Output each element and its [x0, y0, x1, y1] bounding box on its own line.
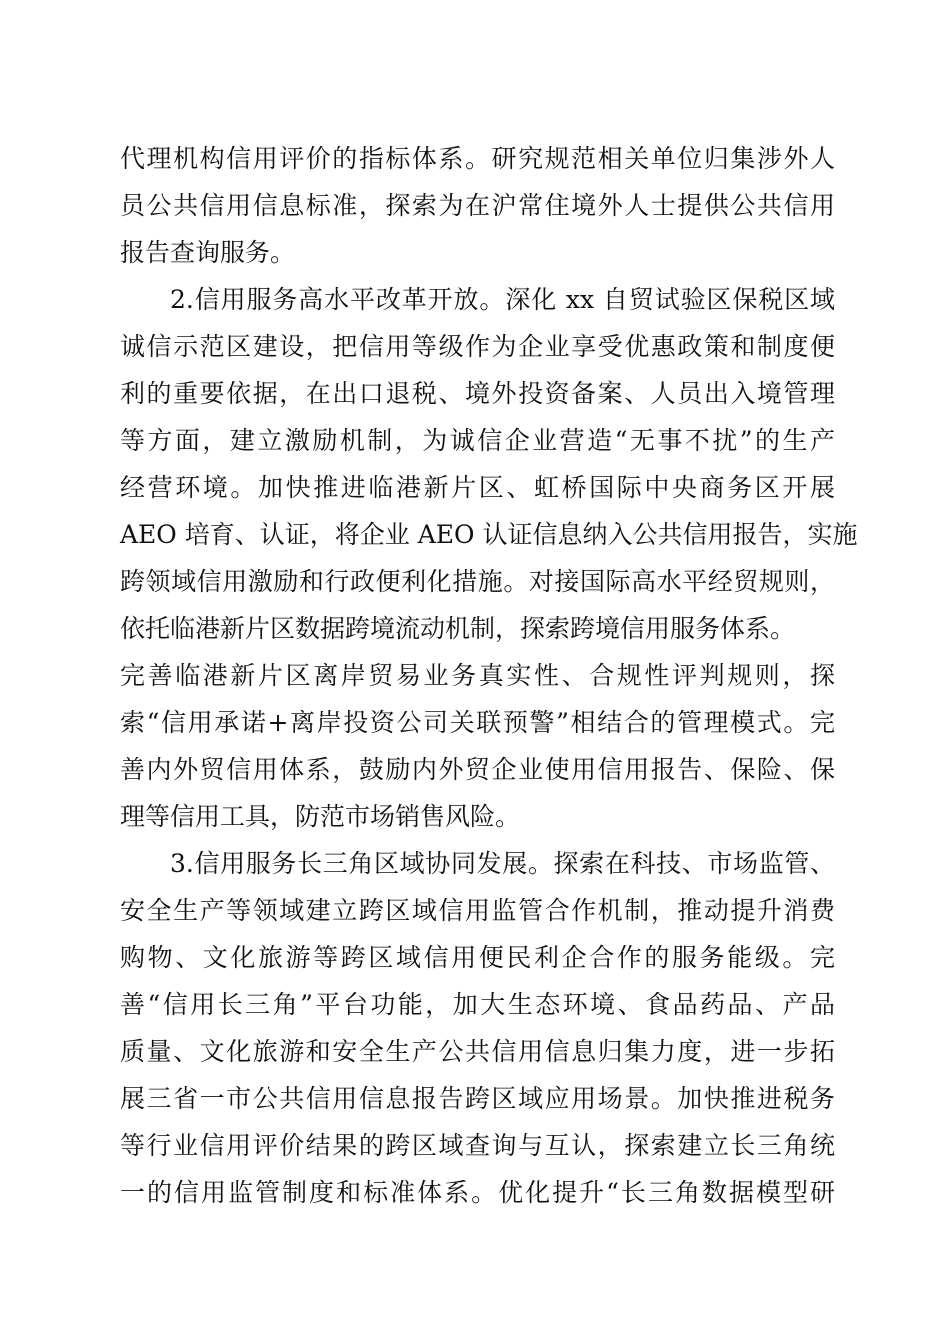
text-line: 理等信用工具，防范市场销售风险。	[120, 802, 521, 831]
text-line: 购物、文化旅游等跨区域信用便民利企合作的服务能级。完	[120, 943, 835, 972]
text-line: 跨领域信用激励和行政便利化措施。对接国际高水平经贸规则，	[120, 567, 835, 596]
text-line: 2.信用服务高水平改革开放。深化 xx 自贸试验区保税区域	[170, 285, 835, 314]
text-line: 善内外贸信用体系，鼓励内外贸企业使用信用报告、保险、保	[120, 755, 835, 784]
text-line: 安全生产等领域建立跨区域信用监管合作机制，推动提升消费	[120, 896, 835, 925]
text-line: 依托临港新片区数据跨境流动机制，探索跨境信用服务体系。	[120, 614, 796, 643]
text-line: 等方面，建立激励机制，为诚信企业营造“无事不扰”的生产	[120, 426, 835, 455]
text-line: 善“信用长三角”平台功能，加大生态环境、食品药品、产品	[120, 990, 835, 1019]
text-line: 诚信示范区建设，把信用等级作为企业享受优惠政策和制度便	[120, 332, 835, 361]
text-line: 经营环境。加快推进临港新片区、虹桥国际中央商务区开展	[120, 473, 835, 502]
text-line: 代理机构信用评价的指标体系。研究规范相关单位归集涉外人	[120, 144, 835, 173]
text-line: 等行业信用评价结果的跨区域查询与互认，探索建立长三角统	[120, 1131, 835, 1160]
text-line: 员公共信用信息标准，探索为在沪常住境外人士提供公共信用	[120, 191, 835, 220]
text-line: 完善临港新片区离岸贸易业务真实性、合规性评判规则，探	[120, 661, 835, 690]
text-line: 展三省一市公共信用信息报告跨区域应用场景。加快推进税务	[120, 1084, 835, 1113]
text-line: AEO 培育、认证，将企业 AEO 认证信息纳入公共信用报告，实施	[120, 520, 858, 549]
text-line: 利的重要依据，在出口退税、境外投资备案、人员出入境管理	[120, 379, 835, 408]
text-line: 3.信用服务长三角区域协同发展。探索在科技、市场监管、	[170, 849, 835, 878]
text-line: 质量、文化旅游和安全生产公共信用信息归集力度，进一步拓	[120, 1037, 835, 1066]
text-line: 索“信用承诺+离岸投资公司关联预警”相结合的管理模式。完	[120, 708, 835, 737]
text-line: 一的信用监管制度和标准体系。优化提升“长三角数据模型研	[120, 1178, 835, 1207]
text-line: 报告查询服务。	[120, 238, 296, 267]
